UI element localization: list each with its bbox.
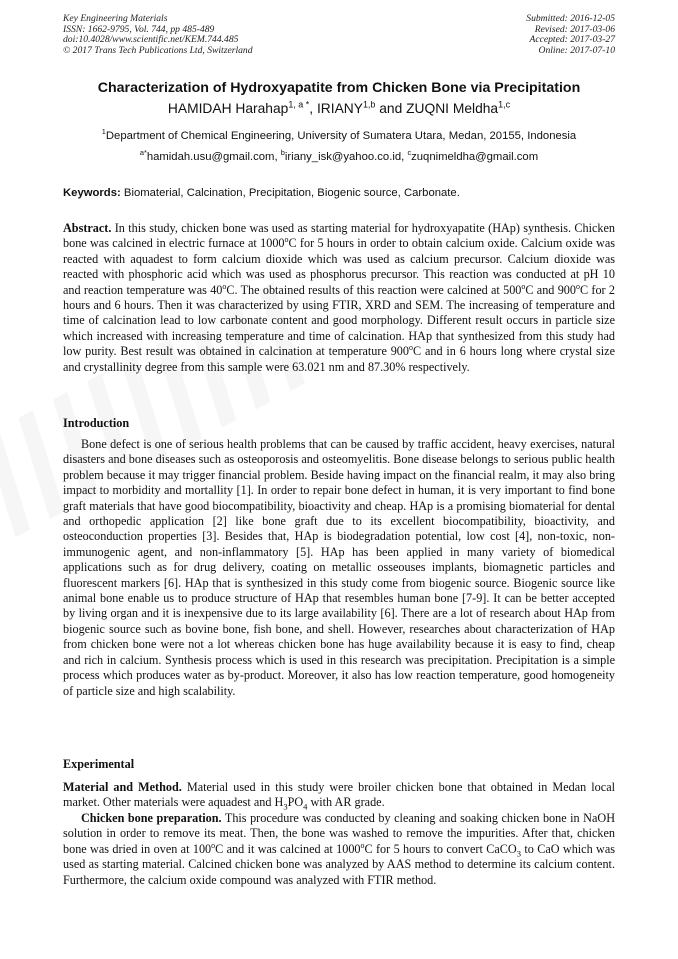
email-link[interactable]: hamidah.usu@gmail.com [146,151,275,163]
abstract [63,221,615,375]
abstract-text: C for 2 hours and 6 hours. Then it was characterized by using FTIR, XRD and SEM. The increasing of temperature and time of calcination lead to low carbonate content and good morphology. Different result occurs in particle size which increased with increasing temperature and time of calcination. HAp that synthesized from this study had low purity. Best result was obtained in calcination at temperature 900 [63,282,615,359]
affiliation-mark: 1 [101,127,106,137]
degree-mark: o [211,840,216,850]
doi-line: doi:10.4028/www.scientific.net/KEM.744.485 [63,34,239,46]
author-affiliation-mark: 1, a * [288,99,310,110]
author-affiliation-mark: 1,c [498,99,511,110]
paragraph-text: C and it was calcined at 1000 [215,841,361,856]
experimental-heading: Experimental [63,757,135,771]
paragraph-text: C for 5 hours to convert CaCO [364,841,517,856]
paragraph-text: PO [287,795,304,810]
degree-mark: o [222,281,227,291]
degree-mark: o [284,235,289,245]
abstract-text: C and 900 [525,282,576,297]
introduction-paragraph: Bone defect is one of serious health problems that can be caused by traffic accident, heavy exercises, natural disasters and bone diseases such as osteoporosis and osteomyelitis. Bone disease belongs to serious public health problem because it may trigger financial problem. Beside having impact on the financial realm, it may also bring impact to morbidity and mortallity [1]. In order to repair bone defect in human, it is very important to find bone graft materials that have good biocompatibility, bioactivity and cheap. HAp is a promising biomaterial for dental and orthopedic application [2] like bone graft due to its excellent biocompatibility, bioactivity, and osteoconduction properties [3]. Besides that, HAp is biodegradation potential, low cost [4], non-toxic, non-immunogenic agent, and non-inflammatory [5]. HAp has been applied in many variety of biomedical applications such as for drug delivery, coating on metallic osseouses implants, biomagnetic particles and fluorescent markers [6]. HAp that is synthesized in this study come from biogenic source. Biogenic source like animal bone enable us to produce structure of HAp that resembles human bone [7-9]. It can be better accepted by living organ and it is inexpensive due to its large availability [6]. There are a lot of research about HAp from biogenic source such as bovine bone, fish bone, and shell. However, researches about characterization of HAp from chicken bone were not a lot whereas chicken bone has huge availability because it is easy to find, cheap and rich in calcium. Synthesis process which is used in this research was precipitation. Precipitation is a simple process which produces water as by-product. Moreover, it also has low reaction temperature, good homogeneity of particle size and high scalability. [63,437,615,698]
abstract-text: C for 5 hours in order to obtain calcium oxide. Calcium oxide was reacted with aquadest to form calcium dioxide which was used as calcium precursor. Calcium dioxide was reacted with phosphoric acid which was used as phosphorus precursor. This reaction was conducted at pH 10 and reaction temperature was 40 [63,236,615,297]
online-date: Online: 2017-07-10 [538,44,615,56]
author-emails: $^{a*}$hamidah.usu@gmail.com, $^b$iriany_isk@yahoo.co.id, $^c$zuqnimeldha@gmail.com [139,148,539,163]
abstract-label: Abstract. [63,221,112,235]
affiliation-text: Department of Chemical Engineering, University of Sumatera Utara, Medan, 20155, Indonesia [105,130,577,142]
paragraph-text: This procedure was conducted by cleaning and soaking chicken bone in NaOH solution in order to remove its meat. Then, the bone was washed to remove the impurities. After that, chicken bone was dried in oven at 100 [63,811,615,856]
bone-preparation-label: Chicken bone preparation. [81,811,222,825]
email-link[interactable]: iriany_isk@yahoo.co.id [284,151,402,163]
material-method-paragraph [63,780,615,811]
copyright-line: © 2017 Trans Tech Publications Ltd, Switzerland [63,44,253,56]
issn-line: ISSN: 1662-9795, Vol. 744, pp 485-489 [63,23,215,35]
author-name: IRIANY [316,101,363,116]
author-list [0,101,678,116]
author-conjunction: and [375,101,407,116]
introduction-heading: Introduction [63,416,130,430]
paper-title: Characterization of Hydroxyapatite from Chicken Bone via Precipitation [97,80,581,96]
keywords-text: Biomaterial, Calcination, Precipitation, Biogenic source, Carbonate. [123,187,460,199]
email-link[interactable]: zuqnimeldha@gmail.com [411,151,539,163]
subscript: 4 [303,801,308,812]
submission-dates [526,14,615,56]
abstract-text: In this study, chicken bone was used as starting material for hydroxyapatite (HAp) synthesis. Chicken bone was calcined in electric furnace at 1000 [63,221,615,251]
email-mark: c [407,148,412,158]
paragraph-text: Material used in this study were broiler chicken bone that obtained in Medan local market. Other materials were aquadest and H [63,780,615,810]
journal-name: Key Engineering Materials [63,13,168,24]
degree-mark: o [521,281,526,291]
keywords [63,187,615,199]
paragraph-text: with AR grade. [307,795,385,810]
degree-mark: o [575,281,580,291]
affiliation [0,127,678,142]
submitted-date: Submitted: 2016-12-05 [526,13,615,24]
abstract-text: C and in 6 hours long where crystal size and crystallinity degree from this sample were 63.021 nm and 87.30% respectively. [63,344,615,374]
degree-mark: o [360,840,365,850]
bone-preparation-paragraph [63,811,615,888]
keywords-label: Keywords: [63,187,121,199]
subscript: 3 [283,801,288,812]
material-method-label: Material and Method. [63,780,182,794]
subscript: 3 [516,848,521,859]
email-mark: a* [139,148,147,158]
journal-info [63,14,253,56]
degree-mark: o [409,343,413,353]
revised-date: Revised: 2017-03-06 [534,23,615,35]
author-name: ZUQNI Meldha [406,101,499,116]
author-name: HAMIDAH Harahap [167,101,289,116]
paragraph-text: to CaO which was used as starting material. Calcined chicken bone was analyzed by AAS method to determine its calcium content. Furthermore, the calcium oxide compound was analyzed with FTIR method. [63,841,616,887]
accepted-date: Accepted: 2017-03-27 [529,34,615,46]
email-mark: b [280,148,285,158]
author-separator: , [309,101,317,116]
abstract-text: C. The obtained results of this reaction were calcined at 500 [226,282,522,297]
author-affiliation-mark: 1,b [362,99,376,110]
